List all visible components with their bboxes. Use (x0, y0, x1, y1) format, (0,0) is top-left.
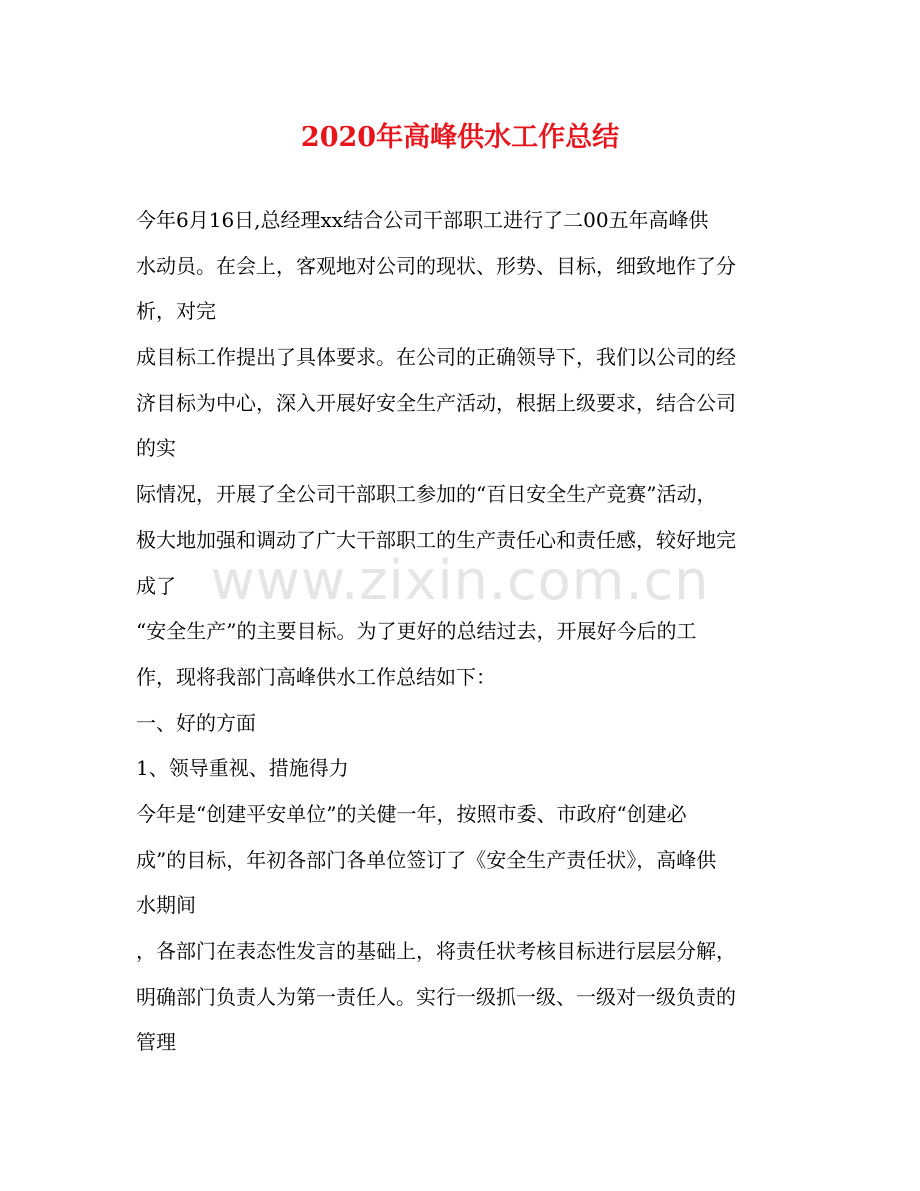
body-line: 今年6月16日,总经理xx结合公司干部职工进行了二00五年高峰供 (136, 208, 709, 232)
section-heading: 一、好的方面 (136, 710, 256, 735)
body-line: 今年是“创建平安单位”的关健一年，按照市委、市政府“创建必 (136, 801, 687, 826)
body-line: ，各部门在表态性发言的基础上，将责任状考核目标进行层层分解， (136, 939, 736, 963)
body-line: 际情况，开展了全公司干部职工参加的“百日安全生产竞赛”活动， (136, 482, 717, 507)
subsection-heading: 1、领导重视、措施得力 (136, 756, 349, 781)
body-line: 成目标工作提出了具体要求。在公司的正确领导下，我们以公司的经 (136, 345, 736, 370)
body-line: 水动员。在会上，客观地对公司的现状、形势、目标，细致地作了分 (136, 253, 736, 278)
watermark: www.zixin.com.cn (210, 549, 710, 612)
body-line: 水期间 (136, 893, 196, 918)
body-line: 析，对完 (136, 299, 216, 324)
body-line: 极大地加强和调动了广大干部职工的生产责任心和责任感，较好地完 (136, 527, 736, 552)
body-line: 的实 (136, 436, 176, 461)
body-line: “安全生产”的主要目标。为了更好的总结过去，开展好今后的工 (136, 619, 697, 644)
body-line: 明确部门负责人为第一责任人。实行一级抓一级、一级对一级负责的 (136, 984, 736, 1009)
document-body (136, 198, 786, 1066)
body-line: 管理 (136, 1030, 176, 1055)
body-line: 济目标为中心，深入开展好安全生产活动，根据上级要求，结合公司 (136, 390, 736, 415)
body-line: 成”的目标，年初各部门各单位签订了《安全生产责任状》，高峰供 (136, 847, 717, 872)
document-title: 2020年高峰供水工作总结 (300, 122, 620, 153)
body-line: 作，现将我部门高峰供水工作总结如下： (136, 664, 496, 689)
body-line: 成了 (136, 573, 176, 598)
